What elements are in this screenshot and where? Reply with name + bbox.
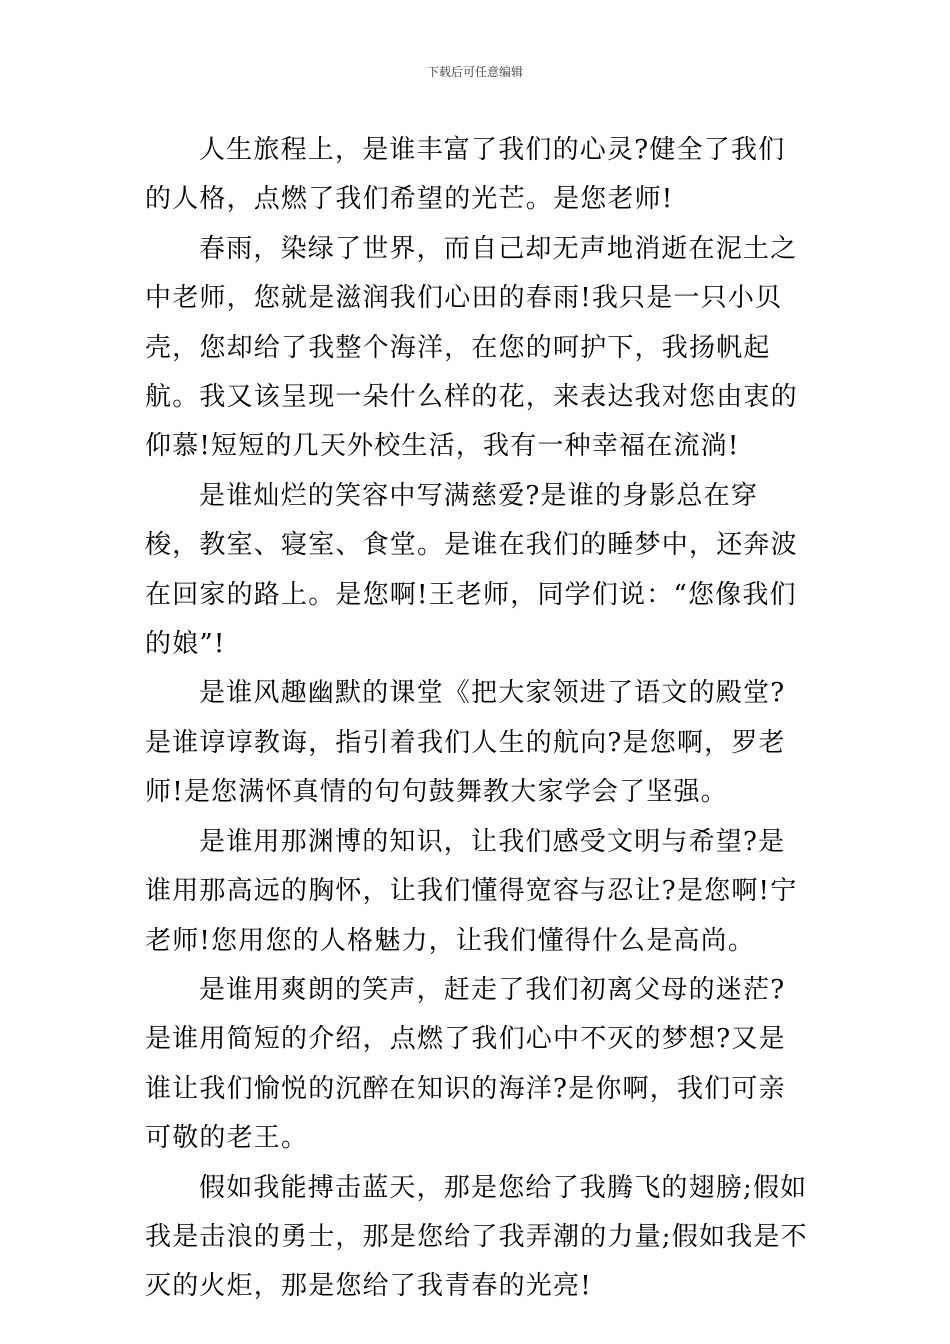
paragraph: 是谁用爽朗的笑声，赶走了我们初离父母的迷茫?是谁用简短的介绍，点燃了我们心中不灭的梦想?又是谁让我们愉悦的沉醉在知识的海洋?是你啊，我们可亲可敬的老王。 [145,974,786,1154]
paragraph: 是谁灿烂的笑容中写满慈爱?是谁的身影总在穿梭，教室、寝室、食堂。是谁在我们的睡梦中，还奔波在回家的路上。是您啊!王老师，同学们说：“您像我们的娘”! [145,480,798,660]
paragraph: 是谁用那渊博的知识，让我们感受文明与希望?是谁用那高远的胸怀，让我们懂得宽容与忍让?是您啊!宁老师!您用您的人格魅力，让我们懂得什么是高尚。 [145,826,798,956]
page-header: 下载后可任意编辑 [426,65,523,79]
document-body [145,126,810,1312]
paragraph: 假如我能搏击蓝天，那是您给了我腾飞的翅膀;假如我是击浪的勇士，那是您给了我弄潮的力量;假如我是不灭的火炬，那是您给了我青春的光亮! [145,1172,808,1302]
paragraph: 春雨，染绿了世界，而自己却无声地消逝在泥土之中老师，您就是滋润我们心田的春雨!我只是一只小贝壳，您却给了我整个海洋，在您的呵护下，我扬帆起航。我又该呈现一朵什么样的花，来表达我对您由衷的仰慕!短短的几天外校生活，我有一种幸福在流淌! [145,233,798,462]
paragraph: 人生旅程上，是谁丰富了我们的心灵?健全了我们的人格，点燃了我们希望的光芒。是您老师! [145,135,786,215]
paragraph: 是谁风趣幽默的课堂《把大家领进了语文的殿堂?是谁谆谆教诲，指引着我们人生的航向?是您啊，罗老师!是您满怀真情的句句鼓舞教大家学会了坚强。 [145,678,786,808]
